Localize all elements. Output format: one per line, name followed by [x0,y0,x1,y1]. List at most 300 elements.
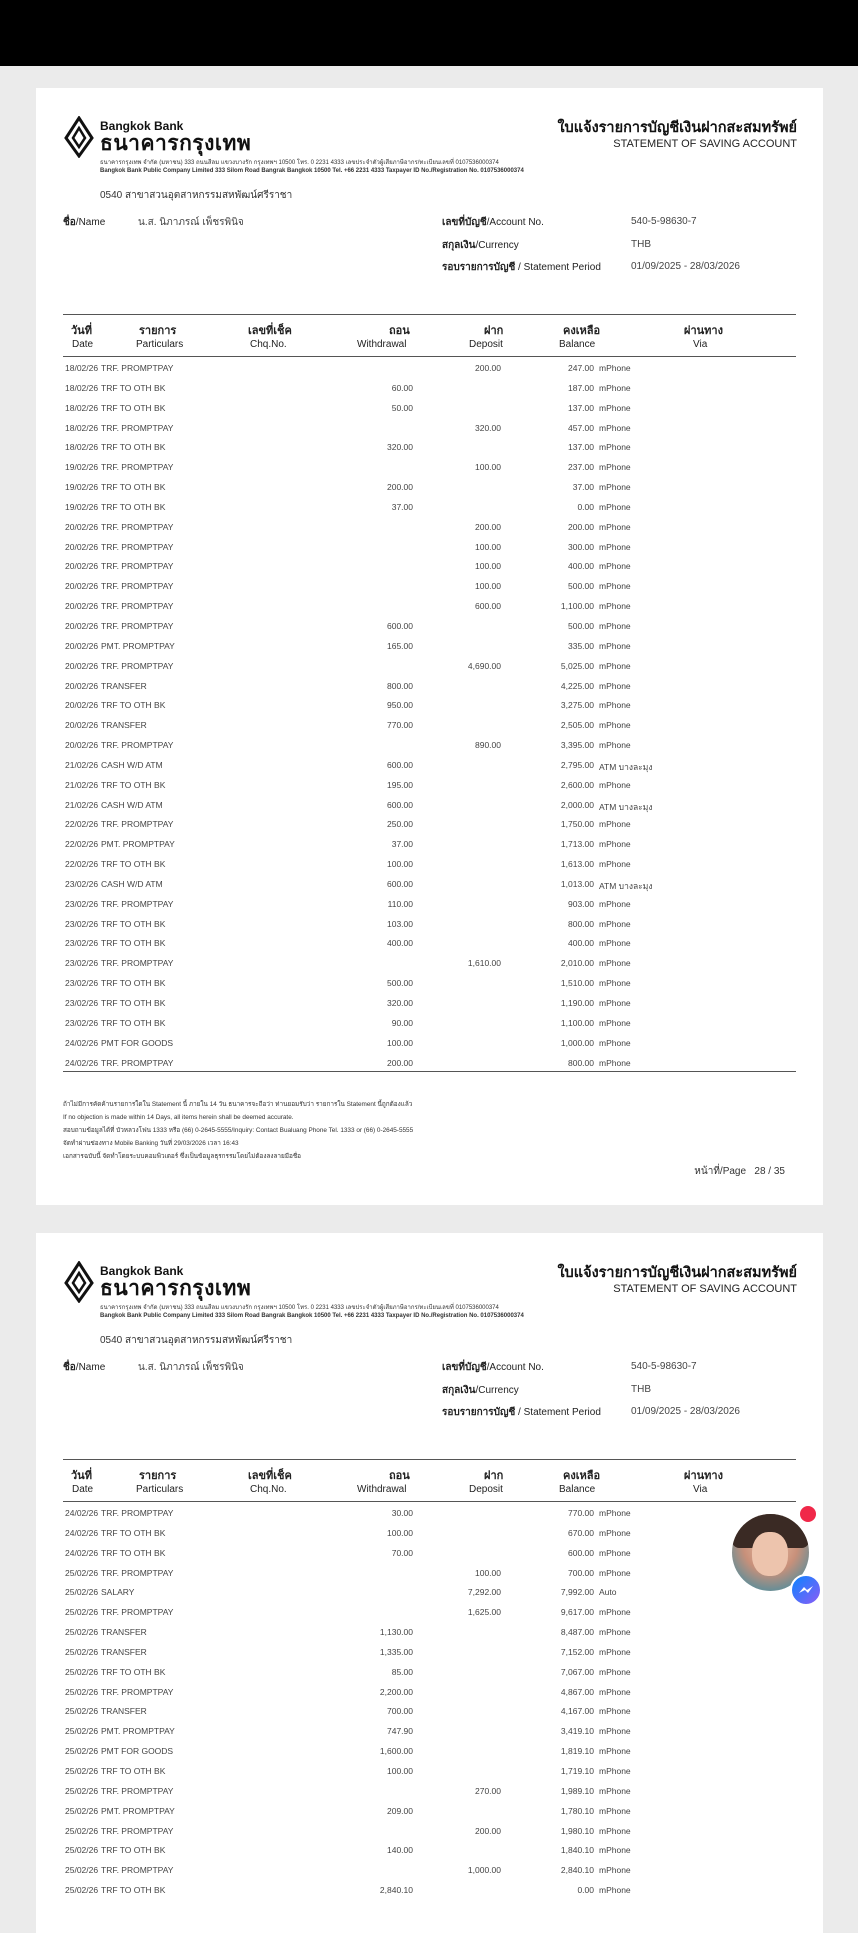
table-bottom-rule [63,1071,796,1072]
row-withdrawal: 70.00 [391,1547,413,1558]
row-date: 20/02/26 [65,620,99,631]
period-value: 01/09/2025 - 28/03/2026 [631,261,740,272]
account-label: เลขที่บัญชี/Account No. [442,217,544,228]
table-row [63,1839,796,1859]
table-row [63,833,796,853]
row-date: 21/02/26 [65,779,99,790]
row-via: mPhone [599,561,631,572]
bank-name-th: ธนาคารกรุงเทพ [100,1277,252,1300]
row-date: 25/02/26 [65,1587,99,1598]
row-particulars: TRF. PROMPTPAY [101,819,174,830]
row-withdrawal: 50.00 [391,402,413,413]
row-balance: 37.00 [572,482,594,493]
row-balance: 7,067.00 [560,1666,594,1677]
row-date: 20/02/26 [65,521,99,532]
row-date: 25/02/26 [65,1805,99,1816]
row-via: mPhone [599,740,631,751]
row-particulars: TRF. PROMPTPAY [101,1785,174,1796]
col-date-th: วันที่ [71,325,92,337]
row-withdrawal: 250.00 [387,819,413,830]
row-particulars: TRF TO OTH BK [101,442,166,453]
row-via: mPhone [599,541,631,552]
row-particulars: PMT. PROMPTPAY [101,640,175,651]
row-balance: 1,819.10 [560,1746,594,1757]
row-deposit: 200.00 [475,363,501,373]
table-row [63,1879,796,1899]
row-particulars: PMT. PROMPTPAY [101,1805,175,1816]
col-chq-en: Chq.No. [250,1484,287,1495]
row-particulars: TRF. PROMPTPAY [101,462,174,473]
bank-address-th: ธนาคารกรุงเทพ จำกัด (มหาชน) 333 ถนนสีลม แขวงบางรัก กรุงเทพฯ 10500 โทร. 0 2231 4333 เลขประจำตัวผู้เสียภาษีอากร/ทะเบียนเลขที่ 0107536000374 [100,1305,499,1311]
row-balance: 3,395.00 [560,740,594,751]
row-withdrawal: 320.00 [387,442,413,453]
row-via: mPhone [599,779,631,790]
row-via: mPhone [599,382,631,393]
table-row [63,555,796,575]
row-date: 25/02/26 [65,1686,99,1697]
row-date: 21/02/26 [65,759,99,770]
row-balance: 137.00 [568,402,594,413]
row-date: 24/02/26 [65,1037,99,1048]
col-withdrawal-th: ถอน [389,1470,410,1482]
table-row [63,1800,796,1820]
row-balance: 3,419.10 [560,1726,594,1737]
row-particulars: TRF. PROMPTPAY [101,521,174,532]
footer-line: If no objection is made within 14 Days, all items herein shall be deemed accurate. [63,1114,294,1121]
row-via: mPhone [599,501,631,512]
table-row [63,1740,796,1760]
table-row [63,734,796,754]
row-via: mPhone [599,978,631,989]
row-withdrawal: 103.00 [387,918,413,929]
row-date: 18/02/26 [65,402,99,413]
row-balance: 300.00 [568,541,594,552]
row-particulars: CASH W/D ATM [101,799,163,810]
row-balance: 700.00 [568,1567,594,1578]
row-date: 24/02/26 [65,1547,99,1558]
bank-address [100,159,660,175]
row-deposit: 600.00 [475,601,501,612]
row-withdrawal: 500.00 [387,978,413,989]
table-row [63,1601,796,1621]
row-particulars: TRF TO OTH BK [101,1765,166,1776]
row-balance: 1,013.00 [560,878,594,889]
row-date: 25/02/26 [65,1627,99,1638]
row-deposit: 200.00 [475,1825,501,1836]
table-row [63,853,796,873]
table-row [63,456,796,476]
row-date: 18/02/26 [65,363,99,373]
row-particulars: TRF. PROMPTPAY [101,1686,174,1697]
row-date: 25/02/26 [65,1785,99,1796]
row-via: mPhone [599,1508,631,1518]
statement-title-th: ใบแจ้งรายการบัญชีเงินฝากสะสมทรัพย์ [557,1265,797,1281]
row-date: 20/02/26 [65,720,99,731]
row-date: 18/02/26 [65,442,99,453]
row-deposit: 100.00 [475,561,501,572]
row-via: ATM บางละมุง [599,801,653,812]
row-particulars: CASH W/D ATM [101,878,163,889]
row-balance: 1,980.10 [560,1825,594,1836]
footer-line: ถ้าไม่มีการคัดค้านรายการใดใน Statement นี้ ภายใน 14 วัน ธนาคารจะถือว่า ท่านยอมรับว่า รายการใน Statement นี้ถูกต้องแล้ว [63,1101,413,1108]
row-balance: 800.00 [568,1057,594,1068]
row-particulars: TRF TO OTH BK [101,938,166,949]
row-particulars: TRANSFER [101,1627,147,1638]
row-date: 25/02/26 [65,1845,99,1856]
row-via: mPhone [599,1527,631,1538]
col-via-th: ผ่านทาง [684,1470,723,1482]
row-date: 25/02/26 [65,1726,99,1737]
row-particulars: TRF TO OTH BK [101,859,166,870]
currency-value: THB [631,1384,651,1395]
top-bar [0,0,858,66]
row-date: 21/02/26 [65,799,99,810]
table-row [63,972,796,992]
table-header [63,1460,796,1502]
row-balance: 1,613.00 [560,859,594,870]
bank-name-en: Bangkok Bank [100,1264,184,1278]
row-withdrawal: 1,130.00 [379,1627,413,1638]
row-deposit: 200.00 [475,521,501,532]
table-row [63,377,796,397]
row-particulars: TRF TO OTH BK [101,402,166,413]
row-balance: 1,713.00 [560,839,594,850]
col-deposit-en: Deposit [469,339,503,350]
statement-page-2 [36,1233,823,1933]
currency-label: สกุลเงิน/Currency [442,240,519,251]
row-balance: 2,010.00 [560,958,594,969]
statement-title-en: STATEMENT OF SAVING ACCOUNT [613,138,797,150]
row-particulars: TRF TO OTH BK [101,978,166,989]
table-row [63,714,796,734]
row-withdrawal: 200.00 [387,482,413,493]
row-via: mPhone [599,1646,631,1657]
table-row [63,1621,796,1641]
row-balance: 4,225.00 [560,680,594,691]
row-particulars: TRF. PROMPTPAY [101,1607,174,1618]
row-balance: 3,275.00 [560,700,594,711]
row-deposit: 100.00 [475,581,501,592]
row-particulars: TRF. PROMPTPAY [101,363,174,373]
table-row [63,675,796,695]
row-via: mPhone [599,1607,631,1618]
row-date: 23/02/26 [65,898,99,909]
row-particulars: TRF. PROMPTPAY [101,660,174,671]
row-particulars: SALARY [101,1587,135,1598]
row-withdrawal: 770.00 [387,720,413,731]
avatar-face [752,1532,788,1576]
statement-footer [63,1098,413,1163]
row-particulars: TRF. PROMPTPAY [101,541,174,552]
row-balance: 4,867.00 [560,1686,594,1697]
col-balance-en: Balance [559,1484,596,1495]
row-via: mPhone [599,680,631,691]
statement-page-1 [36,88,823,1205]
col-date-en: Date [72,1484,94,1495]
row-date: 23/02/26 [65,958,99,969]
row-via: mPhone [599,958,631,969]
row-via: mPhone [599,601,631,612]
row-particulars: TRF TO OTH BK [101,382,166,393]
row-balance: 400.00 [568,938,594,949]
row-balance: 903.00 [568,898,594,909]
col-withdrawal-en: Withdrawal [357,1484,407,1495]
row-particulars: TRF. PROMPTPAY [101,422,174,433]
row-date: 18/02/26 [65,382,99,393]
row-date: 25/02/26 [65,1865,99,1876]
col-chq-en: Chq.No. [250,339,287,350]
table-row [63,952,796,972]
row-withdrawal: 37.00 [391,501,413,512]
row-date: 25/02/26 [65,1746,99,1757]
row-balance: 800.00 [568,918,594,929]
row-via: mPhone [599,859,631,870]
messenger-icon[interactable] [790,1574,822,1606]
col-withdrawal-en: Withdrawal [357,339,407,350]
row-withdrawal: 60.00 [391,382,413,393]
row-date: 23/02/26 [65,978,99,989]
table-row [63,1522,796,1542]
row-balance: 1,000.00 [560,1037,594,1048]
row-withdrawal: 165.00 [387,640,413,651]
table-row [63,813,796,833]
row-withdrawal: 209.00 [387,1805,413,1816]
col-particulars-th: รายการ [139,325,177,337]
statement-title-th: ใบแจ้งรายการบัญชีเงินฝากสะสมทรัพย์ [557,120,797,136]
row-withdrawal: 2,840.10 [379,1885,413,1896]
row-balance: 500.00 [568,620,594,631]
col-particulars-en: Particulars [136,339,184,350]
row-via: mPhone [599,363,631,373]
row-balance: 1,190.00 [560,998,594,1008]
page-number-value: 28 / 35 [754,1166,785,1177]
row-balance: 137.00 [568,442,594,453]
row-balance: 2,505.00 [560,720,594,731]
row-balance: 7,992.00 [560,1587,594,1598]
row-via: mPhone [599,898,631,909]
col-chq-th: เลขที่เช็ค [248,325,292,337]
row-balance: 500.00 [568,581,594,592]
row-via: mPhone [599,1567,631,1578]
col-date-en: Date [72,339,94,350]
row-via: mPhone [599,1746,631,1757]
table-row [63,397,796,417]
row-withdrawal: 600.00 [387,878,413,889]
row-withdrawal: 2,200.00 [379,1686,413,1697]
row-balance: 457.00 [568,422,594,433]
row-balance: 335.00 [568,640,594,651]
row-date: 20/02/26 [65,660,99,671]
row-via: mPhone [599,700,631,711]
bank-address-en: Bangkok Bank Public Company Limited 333 Silom Road Bangrak Bangkok 10500 Tel. +66 2231 4333 Taxpayer ID No./Registration No. 0107536000374 [100,1313,524,1319]
row-via: mPhone [599,1017,631,1028]
row-particulars: PMT FOR GOODS [101,1037,174,1048]
row-deposit: 270.00 [475,1785,501,1796]
row-balance: 400.00 [568,561,594,572]
row-date: 23/02/26 [65,878,99,889]
bangkok-bank-logo-icon [63,116,95,158]
table-row [63,932,796,952]
row-withdrawal: 200.00 [387,1057,413,1068]
table-row [63,1859,796,1879]
row-via: mPhone [599,462,631,473]
table-row [63,595,796,615]
row-particulars: TRF. PROMPTPAY [101,1057,174,1068]
col-via-en: Via [693,339,708,350]
row-via: ATM บางละมุง [599,761,653,772]
row-date: 20/02/26 [65,640,99,651]
statement-title-en: STATEMENT OF SAVING ACCOUNT [613,1283,797,1295]
table-row [63,1700,796,1720]
row-balance: 770.00 [568,1508,594,1518]
row-via: mPhone [599,442,631,453]
row-balance: 600.00 [568,1547,594,1558]
row-via: Auto [599,1587,617,1598]
table-row [63,1581,796,1601]
row-particulars: TRF. PROMPTPAY [101,958,174,969]
col-withdrawal-th: ถอน [389,325,410,337]
table-body [63,357,796,1071]
row-date: 18/02/26 [65,422,99,433]
row-balance: 2,795.00 [560,759,594,770]
row-via: mPhone [599,1706,631,1717]
row-via: mPhone [599,998,631,1008]
row-withdrawal: 195.00 [387,779,413,790]
row-withdrawal: 140.00 [387,1845,413,1856]
account-value: 540-5-98630-7 [631,216,697,227]
row-withdrawal: 85.00 [391,1666,413,1677]
table-row [63,516,796,536]
row-withdrawal: 37.00 [391,839,413,850]
account-value: 540-5-98630-7 [631,1361,697,1372]
row-particulars: TRF. PROMPTPAY [101,561,174,572]
row-via: mPhone [599,521,631,532]
row-particulars: TRF TO OTH BK [101,779,166,790]
row-via: mPhone [599,1726,631,1737]
bank-address [100,1304,660,1320]
row-balance: 670.00 [568,1527,594,1538]
table-row [63,992,796,1012]
row-via: mPhone [599,1547,631,1558]
row-particulars: PMT. PROMPTPAY [101,1726,175,1737]
name-label: ชื่อ/Name [63,1362,106,1373]
row-balance: 200.00 [568,521,594,532]
row-withdrawal: 320.00 [387,998,413,1008]
table-row [63,357,796,377]
col-particulars-en: Particulars [136,1484,184,1495]
row-balance: 1,510.00 [560,978,594,989]
table-row [63,1562,796,1582]
table-row [63,1661,796,1681]
row-particulars: PMT. PROMPTPAY [101,839,175,850]
row-withdrawal: 100.00 [387,1037,413,1048]
row-via: ATM บางละมุง [599,880,653,891]
table-row [63,615,796,635]
row-balance: 8,487.00 [560,1627,594,1638]
row-balance: 0.00 [577,1885,594,1896]
table-row [63,1032,796,1052]
row-particulars: TRF. PROMPTPAY [101,581,174,592]
row-date: 19/02/26 [65,462,99,473]
row-date: 20/02/26 [65,541,99,552]
row-balance: 2,840.10 [560,1865,594,1876]
row-date: 25/02/26 [65,1567,99,1578]
row-withdrawal: 600.00 [387,799,413,810]
row-withdrawal: 747.90 [387,1726,413,1737]
row-particulars: TRANSFER [101,1706,147,1717]
row-particulars: TRF TO OTH BK [101,1845,166,1856]
col-balance-th: คงเหลือ [563,1470,601,1482]
row-balance: 5,025.00 [560,660,594,671]
bank-name-en: Bangkok Bank [100,119,184,133]
row-date: 20/02/26 [65,680,99,691]
row-particulars: TRF. PROMPTPAY [101,620,174,631]
row-deposit: 1,610.00 [467,958,501,969]
table-row [63,1641,796,1661]
table-row [63,1780,796,1800]
row-balance: 187.00 [568,382,594,393]
col-via-en: Via [693,1484,708,1495]
row-date: 22/02/26 [65,819,99,830]
row-date: 25/02/26 [65,1666,99,1677]
row-withdrawal: 600.00 [387,759,413,770]
col-deposit-en: Deposit [469,1484,503,1495]
row-withdrawal: 700.00 [387,1706,413,1717]
footer-line: จัดทำผ่านช่องทาง Mobile Banking วันที่ 29/03/2026 เวลา 16:43 [63,1140,239,1147]
row-date: 25/02/26 [65,1607,99,1618]
page-number [694,1164,785,1179]
table-row [63,1502,796,1522]
row-particulars: TRF. PROMPTPAY [101,1825,174,1836]
row-via: mPhone [599,938,631,949]
row-particulars: TRF TO OTH BK [101,998,166,1008]
row-via: mPhone [599,660,631,671]
row-balance: 9,617.00 [560,1607,594,1618]
row-particulars: CASH W/D ATM [101,759,163,770]
col-deposit-th: ฝาก [484,1470,504,1482]
row-via: mPhone [599,1627,631,1638]
row-particulars: TRF TO OTH BK [101,1885,166,1896]
row-particulars: TRF. PROMPTPAY [101,898,174,909]
row-date: 25/02/26 [65,1765,99,1776]
row-withdrawal: 30.00 [391,1508,413,1518]
table-row [63,536,796,556]
table-row [63,754,796,774]
row-date: 23/02/26 [65,1017,99,1028]
col-deposit-th: ฝาก [484,325,504,337]
branch-name: 0540 สาขาสวนอุตสาหกรรมสหพัฒน์ศรีราชา [100,190,293,201]
row-date: 24/02/26 [65,1508,99,1518]
row-date: 24/02/26 [65,1057,99,1068]
row-date: 19/02/26 [65,482,99,493]
period-label: รอบรายการบัญชี / Statement Period [442,1407,601,1418]
row-date: 20/02/26 [65,700,99,711]
name-value: น.ส. นิภาภรณ์ เพ็ชรพินิจ [138,217,244,228]
row-particulars: TRF. PROMPTPAY [101,1865,174,1876]
bank-address-en: Bangkok Bank Public Company Limited 333 Silom Road Bangrak Bangkok 10500 Tel. +66 2231 4333 Taxpayer ID No./Registration No. 0107536000374 [100,168,524,174]
row-via: mPhone [599,918,631,929]
row-via: mPhone [599,1666,631,1677]
messenger-bolt-icon [792,1576,820,1604]
table-row [63,635,796,655]
table-row [63,873,796,893]
name-value: น.ส. นิภาภรณ์ เพ็ชรพินิจ [138,1362,244,1373]
row-balance: 1,989.10 [560,1785,594,1796]
row-particulars: TRF TO OTH BK [101,501,166,512]
currency-label: สกุลเงิน/Currency [442,1385,519,1396]
row-via: mPhone [599,1037,631,1048]
row-balance: 4,167.00 [560,1706,594,1717]
